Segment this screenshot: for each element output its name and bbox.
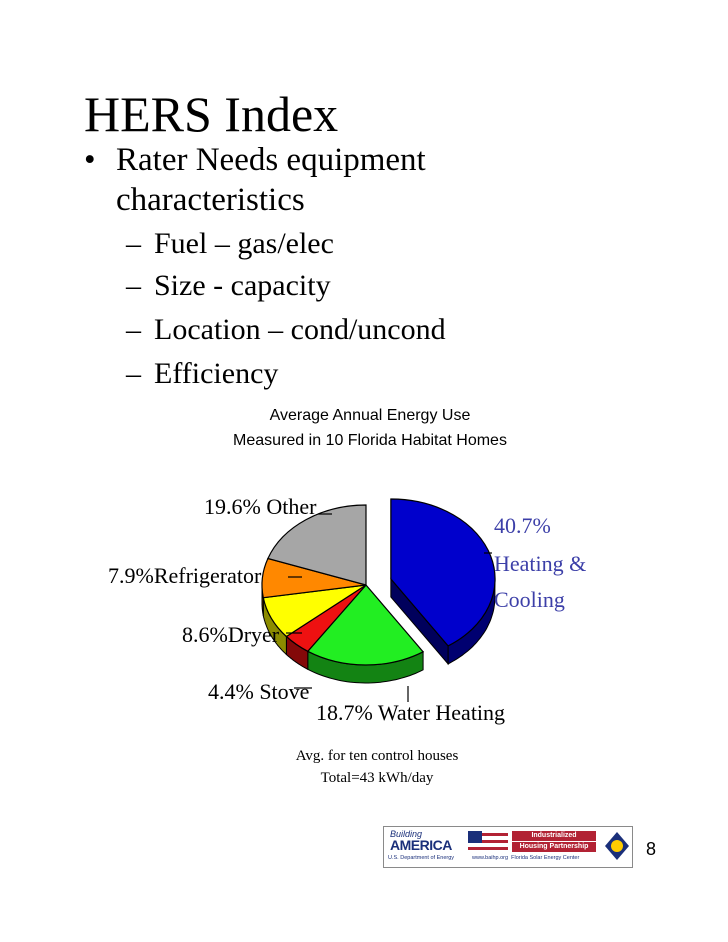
ihp-footer [472, 855, 579, 861]
label-refrigerator: 7.9%Refrigerator [108, 563, 262, 588]
building-america-top: Building [390, 829, 423, 839]
chart-subtitle: Measured in 10 Florida Habitat Homes [233, 432, 507, 449]
dash-marker: – [126, 313, 141, 346]
label-water-heating: 18.7% Water Heating [316, 700, 506, 725]
chart-note-line1: Avg. for ten control houses [295, 748, 459, 764]
sub-item-label: Size - capacity [154, 269, 331, 302]
sub-item-label: Efficiency [154, 357, 279, 390]
building-america-logo [386, 829, 466, 865]
ihp-line2: Housing Partnership [512, 842, 596, 852]
label-heating-line2: Cooling [494, 587, 565, 612]
slide-title: HERS Index [84, 86, 339, 142]
flag-stripes-icon [468, 831, 508, 853]
ihp-url: www.baihp.org [472, 855, 509, 861]
sub-item-label: Fuel – gas/elec [154, 227, 334, 260]
chart-note [292, 745, 462, 789]
ihp-line1: Industrialized [512, 831, 596, 841]
label-other: 19.6% Other [204, 494, 317, 519]
bullet-dot: • [84, 142, 96, 178]
ihp-logo [468, 829, 600, 865]
label-stove: 4.4% Stove [208, 679, 310, 704]
building-america-dept: U.S. Department of Energy [388, 855, 455, 861]
chart-title: Average Annual Energy Use [269, 407, 471, 424]
bullet-text: Rater Needs equipment characteristics [116, 142, 426, 218]
building-america-main: AMERICA [390, 837, 452, 853]
label-dryer: 8.6%Dryer [182, 622, 280, 647]
sub-item-label: Location – cond/uncond [154, 313, 446, 346]
label-heating-pct: 40.7% [494, 513, 551, 538]
dash-marker: – [126, 269, 141, 302]
chart-note-line2: Total=43 kWh/day [320, 770, 434, 786]
sponsor-logos [383, 826, 633, 868]
page-number: 8 [646, 839, 657, 859]
dash-marker: – [126, 357, 141, 390]
label-heating-line1: Heating & [494, 551, 587, 576]
fsec-name: Florida Solar Energy Center [511, 855, 580, 861]
fsec-sun-icon [604, 831, 630, 861]
dash-marker: – [126, 227, 141, 260]
